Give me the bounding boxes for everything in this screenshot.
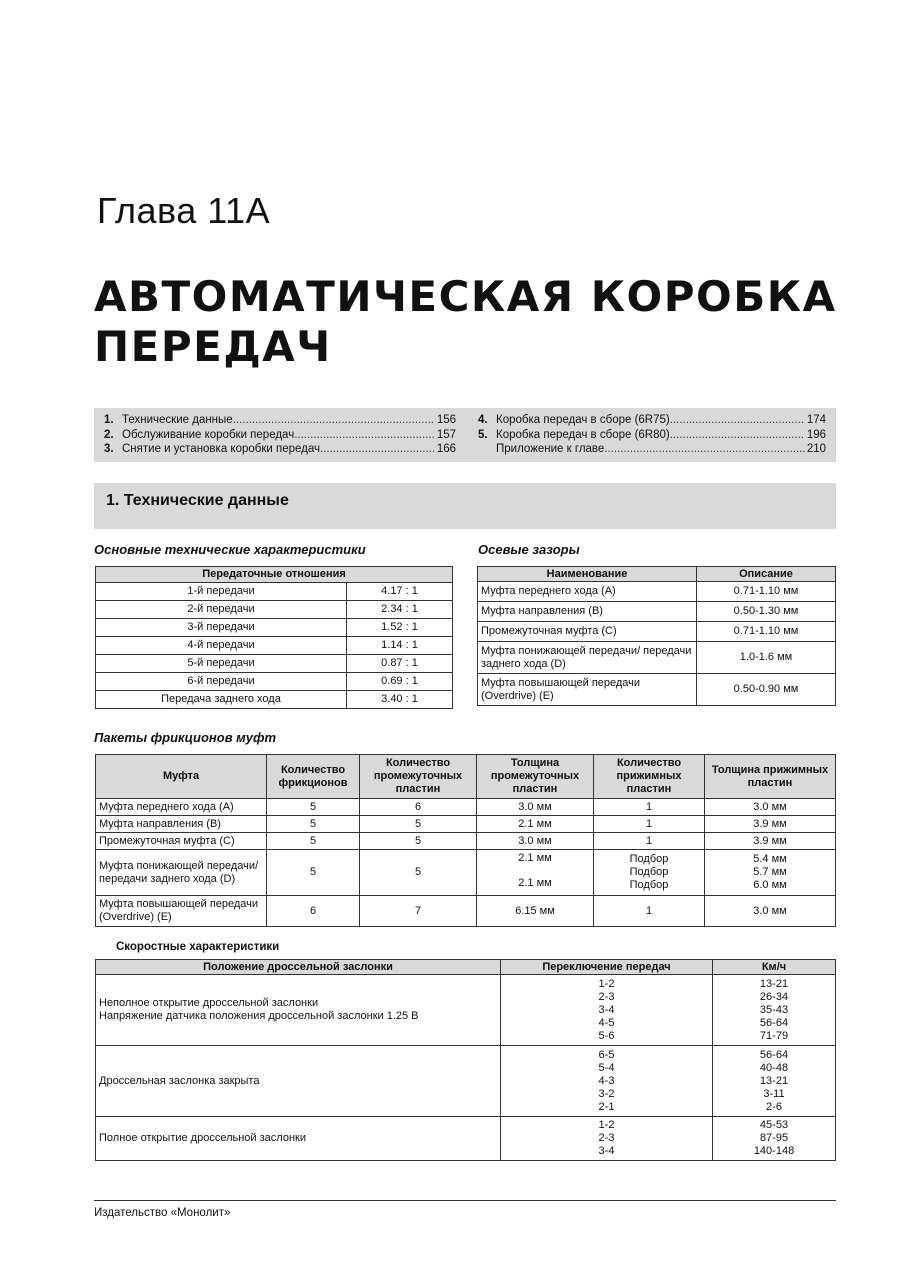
table-row: 3-й передачи 1.52 : 1 bbox=[96, 619, 453, 637]
table-row: Промежуточная муфта (C) 0.71-1.10 мм bbox=[478, 622, 836, 642]
table-row: 1-й передачи 4.17 : 1 bbox=[96, 583, 453, 601]
toc-item[interactable]: Приложение к главе ..... 210 bbox=[478, 442, 826, 457]
table-row: 6-й передачи 0.69 : 1 bbox=[96, 673, 453, 691]
axial-clearance-table: Наименование Описание Муфта переднего хода (A) 0.71-1.10 мм Муфта направления (B) 0.50-1.30 мм Промежуточная муфта (C) 0.71-1.10 мм Муфта понижающей передачи/ передачи заднего хода (D) 1.0-1.6 мм Муфта повышающей передачи (Overdrive) (E) 0.50-0.90 мм bbox=[477, 566, 836, 706]
toc-item[interactable]: 3. Снятие и установка коробки передач ..... 166 bbox=[104, 442, 456, 457]
chapter-title: АВТОМАТИЧЕСКАЯ КОРОБКА ПЕРЕДАЧ bbox=[94, 272, 837, 371]
table-row: Муфта направления (B) 5 5 2.1 мм 1 3.9 мм bbox=[96, 816, 836, 833]
specs-heading: Основные технические характеристики bbox=[94, 542, 366, 557]
table-row: Неполное открытие дроссельной заслонки Напряжение датчика положения дроссельной заслонки 1.25 В 1-2 2-3 3-4 4-5 5-6 13-21 26-34 35-43 56-64 71-79 bbox=[96, 975, 836, 1046]
section-title: 1. Технические данные bbox=[106, 492, 289, 509]
table-row: Дроссельная заслонка закрыта 6-5 5-4 4-3 3-2 2-1 56-64 40-48 13-21 3-11 2-6 bbox=[96, 1046, 836, 1117]
section-header bbox=[94, 483, 836, 529]
table-row: Муфта понижающей передачи/ передачи заднего хода (D) 1.0-1.6 мм bbox=[478, 642, 836, 674]
toc-item[interactable]: 1. Технические данные ..... 156 bbox=[104, 413, 456, 428]
table-row: Муфта переднего хода (A) 5 6 3.0 мм 1 3.0 мм bbox=[96, 799, 836, 816]
toc-item[interactable]: 5. Коробка передач в сборе (6R80) ..... 196 bbox=[478, 428, 826, 443]
footer-divider bbox=[94, 1200, 836, 1201]
table-row: Муфта повышающей передачи (Overdrive) (E) 6 7 6.15 мм 1 3.0 мм bbox=[96, 896, 836, 927]
speed-heading: Скоростные характеристики bbox=[116, 941, 280, 953]
speed-table: Положение дроссельной заслонки Переключение передач Км/ч Неполное открытие дроссельной заслонки Напряжение датчика положения дроссельной заслонки 1.25 В 1-2 2-3 3-4 4-5 5-6 13-21 26-34 35-43 56-64 71-79 Дроссельная заслонка закрыта 6-5 5-4 4-3 3-2 2-1 56-64 40-48 13-21 3-11 2-6 Полное открытие дроссельной заслонки 1-2 2-3 3-4 45-53 87-95 140-148 bbox=[95, 959, 836, 1161]
table-row: 2-й передачи 2.34 : 1 bbox=[96, 601, 453, 619]
chapter-label: Глава 11А bbox=[97, 190, 271, 231]
table-row: Полное открытие дроссельной заслонки 1-2 2-3 3-4 45-53 87-95 140-148 bbox=[96, 1117, 836, 1161]
table-of-contents bbox=[94, 408, 836, 462]
table-row: Муфта повышающей передачи (Overdrive) (E) 0.50-0.90 мм bbox=[478, 674, 836, 706]
table-row: Муфта понижающей передачи/передачи заднего хода (D) 5 5 2.1 мм 2.1 мм Подбор Подбор Подбор 5.4 мм 5.7 мм 6.0 мм bbox=[96, 850, 836, 896]
publisher-footer: Издательство «Монолит» bbox=[94, 1207, 231, 1219]
table-row: Передача заднего хода 3.40 : 1 bbox=[96, 691, 453, 709]
table-row: Муфта переднего хода (A) 0.71-1.10 мм bbox=[478, 582, 836, 602]
toc-item[interactable]: 2. Обслуживание коробки передач ..... 157 bbox=[104, 428, 456, 443]
packs-heading: Пакеты фрикционов муфт bbox=[94, 730, 277, 745]
gear-ratios-header: Передаточные отношения bbox=[96, 567, 453, 583]
gear-ratios-table bbox=[95, 566, 453, 709]
toc-item[interactable]: 4. Коробка передач в сборе (6R75) ..... 174 bbox=[478, 413, 826, 428]
table-row: 5-й передачи 0.87 : 1 bbox=[96, 655, 453, 673]
table-row: Промежуточная муфта (C) 5 5 3.0 мм 1 3.9 мм bbox=[96, 833, 836, 850]
table-row: Муфта направления (B) 0.50-1.30 мм bbox=[478, 602, 836, 622]
friction-packs-table: Муфта Количество фрикционов Количество промежуточных пластин Толщина промежуточных пластин Количество прижимных пластин Толщина прижимных пластин Муфта переднего хода (A) 5 6 3.0 мм 1 3.0 мм Муфта направления (B) 5 5 2.1 мм 1 3.9 мм Промежуточная муфта (C) 5 5 3.0 мм 1 3.9 мм Муфта понижающей передачи/передачи заднего хода (D) 5 5 2.1 мм 2.1 мм Подбор Подбор Подбор 5.4 мм 5.7 мм 6.0 мм Муфта повышающей передачи (Overdrive) (E) 6 7 6.15 мм 1 3.0 мм bbox=[95, 754, 836, 927]
table-row: 4-й передачи 1.14 : 1 bbox=[96, 637, 453, 655]
toc-right-column bbox=[478, 413, 826, 457]
axial-heading: Осевые зазоры bbox=[478, 542, 580, 557]
toc-left-column bbox=[104, 413, 456, 457]
